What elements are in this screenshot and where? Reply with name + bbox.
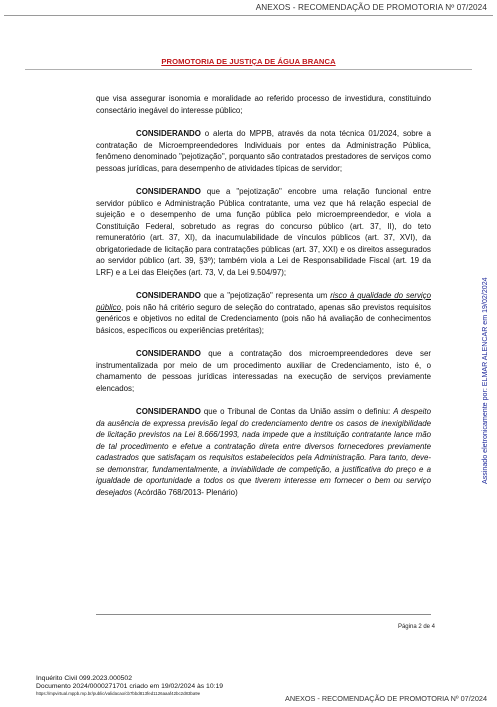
paragraph-text: , pois não há critério seguro de seleção do contratado, apenas são previstos requisitos genéricos e objetivos no edital de Credenciamento (pois não há avaliação de conhecimentos básicos, específicos ou experiências pretéritas); [96, 302, 431, 335]
validation-link[interactable]: https://mpvirtual.mppb.mp.br/public/validacao/cb7bbd813fed1126aaaf42bc2d83ba9e [36, 691, 201, 696]
keyword-considerando: CONSIDERANDO [136, 291, 201, 300]
document-body [96, 93, 431, 498]
footer-annex-label: ANEXOS - RECOMENDAÇÃO DE PROMOTORIA Nº 07/2024 [284, 694, 487, 703]
footer-divider [96, 614, 431, 615]
paragraph-considerando-5 [96, 406, 431, 498]
paragraph-text: o alerta do MPPB, através da nota técnica 01/2024, sobre a contratação de Microempreendedores Individuais por entes da Administração Pública, fenômeno denominado "pejotização", porquanto são contratados prestadores de serviços como pessoas jurídicas, para desempenho de atividades típicas de servidor; [96, 129, 431, 173]
keyword-considerando: CONSIDERANDO [136, 349, 201, 358]
document-header-label: ANEXOS - RECOMENDAÇÃO DE PROMOTORIA Nº 07/2024 [255, 3, 487, 12]
keyword-considerando: CONSIDERANDO [136, 129, 201, 138]
emphasized-phrase: risco à qualidade do serviço público [96, 291, 431, 312]
footer-case-number: Inquérito Civil 099.2023.000502 [36, 675, 132, 682]
page-number: Página 2 de 4 [397, 624, 435, 630]
office-title: PROMOTORIA DE JUSTIÇA DE ÁGUA BRANCA [161, 57, 336, 66]
paragraph-considerando-4 [96, 348, 431, 394]
electronic-signature-stamp: Assinado eletronicamente por: ELMAR ALENCAR em 19/02/2024 [481, 277, 489, 484]
citation-text: (Acórdão 768/2013- Plenário) [131, 487, 238, 497]
paragraph-considerando-2 [96, 186, 431, 278]
paragraph-considerando-1 [96, 128, 431, 174]
paragraph-text: que a "pejotização" representa um [200, 291, 331, 300]
paragraph-intro [96, 93, 431, 116]
paragraph-considerando-3 [96, 290, 431, 336]
quoted-excerpt: A despeito da ausência de expressa previsão legal do credenciamento dentre os casos de inexigibilidade de licitação previstos na Lei 8.666/1993, nada impede que a instituição contratante lance mão de tal procedimento e efetue a contratação direta entre diversos fornecedores previamente cadastrados que satisfaçam os requisitos estabelecidos pela Administração. Para tanto, deve-se demonstrar, fundamentalmente, a inviabilidade de competição, a justificativa do preço e a igualdade de oportunidade a todos os que tiverem interesse em fornecer o bem ou serviço desejados [96, 407, 431, 497]
paragraph-text: que visa assegurar isonomia e moralidade ao referido processo de investidura, constituindo consectário inegável do interesse público; [96, 94, 431, 115]
keyword-considerando: CONSIDERANDO [136, 187, 201, 196]
title-divider [25, 69, 472, 70]
document-footer [36, 675, 223, 697]
paragraph-text: que o Tribunal de Contas da União assim o definiu: [200, 407, 394, 416]
keyword-considerando: CONSIDERANDO [136, 407, 201, 416]
header-divider [4, 15, 493, 16]
paragraph-text: que a contratação dos microempreendedores deve ser instrumentalizada por meio de um procedimento auxiliar de Credenciamento, isto é, o chamamento de pessoas jurídicas interessadas na execução de serviços previamente elencados; [96, 349, 431, 393]
footer-document-id: Documento 2024/0000271701 criado em 19/02/2024 às 10:19 [36, 683, 224, 690]
paragraph-text: que a "pejotização" encobre uma relação funcional entre servidor público e Administração Pública contratante, uma vez que há relação especial de sujeição e o desempenho de uma função pública pelo microempreendedor, e viola a Constituição Federal, sobretudo as regras do concurso público (art. 37, II), do teto remuneratório (art. 37, XI), da inacumulabilidade de vínculos públicos (art. 37, XVI), da obrigatoriedade de licitação para contratações públicas (art. 37, XXI) e os direitos assegurados ao servidor público (art. 39, §3º); também viola a Lei de Responsabilidade Fiscal (art. 19 da LRF) e a Lei das Eleições (art. 73, V, da Lei 9.504/97); [96, 187, 431, 277]
